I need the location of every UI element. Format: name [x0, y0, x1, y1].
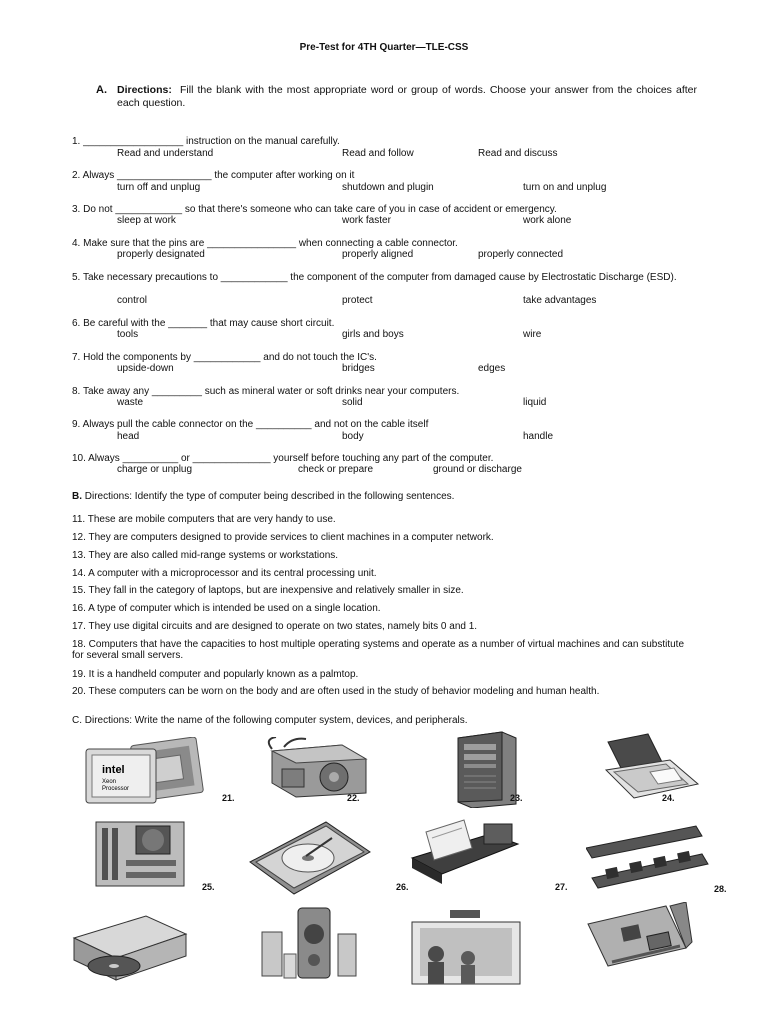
- q5-choice-a: control: [117, 295, 148, 306]
- card-reader-image: [406, 814, 526, 892]
- number-21: 21.: [222, 793, 235, 803]
- question-3: 3. Do not ____________ so that there's someone who can take care of you in case of accident or emergency.: [72, 204, 557, 215]
- number-26: 26.: [396, 882, 409, 892]
- q7-choice-b: bridges: [342, 363, 375, 374]
- processor-brand: Xeon: [102, 779, 117, 785]
- q2-choice-b: shutdown and plugin: [342, 182, 434, 193]
- question-5: 5. Take necessary precautions to ____________ the component of the computer from damaged cause by Electrostatic Discharge (ESD).: [72, 272, 677, 283]
- q5-choice-b: protect: [342, 295, 373, 306]
- q9-choice-a: head: [117, 431, 140, 442]
- question-15: 15. They fall in the category of laptops, but are inexpensive and relatively smaller in size.: [72, 585, 464, 596]
- number-25: 25.: [202, 882, 215, 892]
- q7-choice-c: edges: [478, 363, 506, 374]
- q4-choice-b: properly aligned: [342, 249, 414, 260]
- section-c-directions: C. Directions: Write the name of the following computer system, devices, and peripherals.: [72, 715, 468, 726]
- section-a-directions: [117, 84, 697, 110]
- q8-choice-c: liquid: [523, 397, 547, 408]
- q4-choice-a: properly designated: [117, 249, 205, 260]
- processor-image: [80, 737, 210, 807]
- processor-logo: intel: [102, 764, 125, 776]
- q2-choice-c: turn on and unplug: [523, 182, 607, 193]
- section-b-header: [72, 491, 454, 502]
- power-supply-image: [262, 737, 372, 799]
- q10-choice-b: check or prepare: [298, 464, 374, 475]
- question-17: 17. They use digital circuits and are designed to operate on two states, namely bits 0 and 1.: [72, 621, 478, 632]
- q4-choice-c: properly connected: [478, 249, 564, 260]
- q7-choice-a: upside-down: [117, 363, 174, 374]
- q6-choice-b: girls and boys: [342, 329, 404, 340]
- motherboard-image: [92, 818, 188, 890]
- question-1: 1. __________________ instruction on the manual carefully.: [72, 136, 340, 147]
- number-23: 23.: [510, 793, 523, 803]
- question-9: 9. Always pull the cable connector on the __________ and not on the cable itself: [72, 419, 429, 430]
- question-4: 4. Make sure that the pins are ________________ when connecting a cable connector.: [72, 238, 458, 249]
- question-19: 19. It is a handheld computer and popularly known as a palmtop.: [72, 669, 359, 680]
- processor-word: Processor: [102, 786, 130, 792]
- number-27: 27.: [555, 882, 568, 892]
- question-10: 10. Always __________ or ______________ yourself before touching any part of the computer.: [72, 453, 494, 464]
- q3-choice-b: work faster: [342, 215, 391, 226]
- question-2: 2. Always _________________ the computer after working on it: [72, 170, 355, 181]
- q10-choice-c: ground or discharge: [433, 464, 522, 475]
- q5-choice-c: take advantages: [523, 295, 597, 306]
- q9-choice-c: handle: [523, 431, 554, 442]
- q3-choice-a: sleep at work: [117, 215, 176, 226]
- q10-choice-a: charge or unplug: [117, 464, 193, 475]
- q1-choice-b: Read and follow: [342, 148, 414, 159]
- speakers-image: [254, 904, 362, 984]
- scanner-image: [600, 732, 702, 804]
- question-12: 12. They are computers designed to provide services to client machines in a computer network.: [72, 532, 494, 543]
- section-b-label: B.: [72, 491, 82, 502]
- optical-drive-image: [70, 910, 190, 984]
- q6-choice-c: wire: [523, 329, 542, 340]
- number-28: 28.: [714, 884, 727, 894]
- q1-choice-a: Read and understand: [117, 148, 214, 159]
- number-24: 24.: [662, 793, 675, 803]
- question-20: 20. These computers can be worn on the body and are often used in the study of behavior modeling and human health.: [72, 686, 600, 697]
- question-13: 13. They are also called mid-range systems or workstations.: [72, 550, 339, 561]
- question-16: 16. A type of computer which is intended be used on a single location.: [72, 603, 381, 614]
- hard-disk-image: [246, 818, 374, 898]
- question-18: 18. Computers that have the capacities to host multiple operating systems and operate as a number of virtual machines and can substitute for several small servers.: [72, 639, 685, 661]
- section-a-directions-word: Directions:: [117, 84, 172, 96]
- section-a-directions-text: Fill the blank with the most appropriate word or group of words. Choose your answer from the choices after each question.: [117, 84, 697, 109]
- memory-module-image: [586, 824, 710, 896]
- question-7: 7. Hold the components by ____________ and do not touch the IC's.: [72, 352, 377, 363]
- question-6: 6. Be careful with the _______ that may cause short circuit.: [72, 318, 335, 329]
- section-a-label: A.: [96, 84, 107, 96]
- question-11: 11. These are mobile computers that are very handy to use.: [72, 514, 336, 525]
- interactive-whiteboard-image: [406, 908, 526, 988]
- question-14: 14. A computer with a microprocessor and its central processing unit.: [72, 568, 377, 579]
- q8-choice-a: waste: [117, 397, 144, 408]
- number-22: 22.: [347, 793, 360, 803]
- section-b-directions: Directions: Identify the type of computer being described in the following sentences.: [84, 491, 455, 502]
- q9-choice-b: body: [342, 431, 364, 442]
- q3-choice-c: work alone: [523, 215, 572, 226]
- q1-choice-c: Read and discuss: [478, 148, 558, 159]
- network-card-image: [582, 902, 694, 976]
- page-title: Pre-Test for 4TH Quarter—TLE-CSS: [299, 42, 469, 53]
- q6-choice-a: tools: [117, 329, 139, 340]
- question-8: 8. Take away any _________ such as mineral water or soft drinks near your computers.: [72, 386, 460, 397]
- q2-choice-a: turn off and unplug: [117, 182, 201, 193]
- q8-choice-b: solid: [342, 397, 363, 408]
